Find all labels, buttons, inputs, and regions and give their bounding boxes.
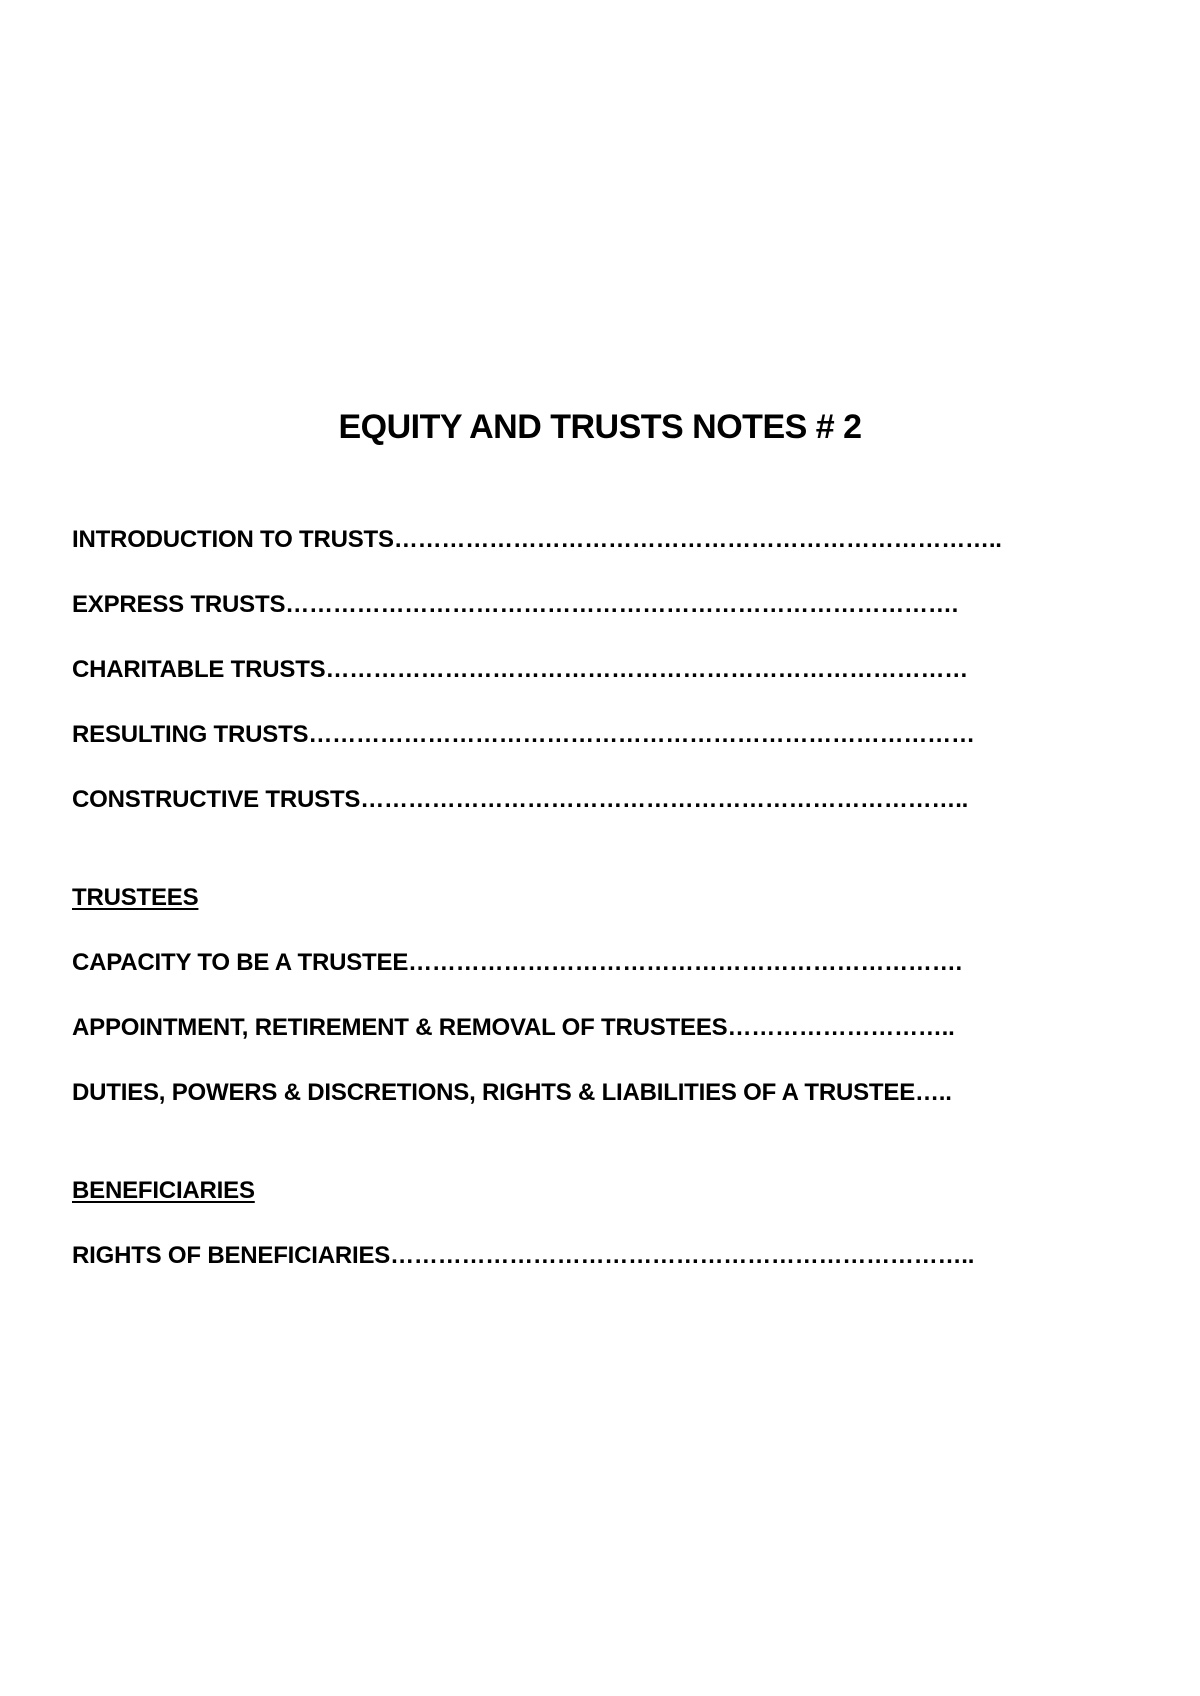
toc-entry-charitable-trusts <box>72 655 1132 720</box>
toc-entry-label: CAPACITY TO BE A TRUSTEE <box>72 949 409 976</box>
document-title: EQUITY AND TRUSTS NOTES # 2 <box>338 408 862 446</box>
toc-entry-label: INTRODUCTION TO TRUSTS <box>72 526 394 553</box>
toc-entry-express-trusts <box>72 590 1132 655</box>
toc-dot-leader: ………………………………………………………………….. <box>360 786 969 813</box>
toc-dot-leader: ……………………………………………………………………… <box>325 656 969 683</box>
section-spacer <box>72 1143 1132 1176</box>
toc-dot-leader: ………………………………………………………………………… <box>308 721 975 748</box>
section-heading-trustees: TRUSTEES <box>72 884 199 911</box>
toc-dot-leader: ………………………………………………………………….. <box>393 526 1002 553</box>
toc-entry-capacity-to-be-a-trustee <box>72 948 1132 1013</box>
toc-entry-rights-of-beneficiaries <box>72 1241 1132 1306</box>
toc-entry-resulting-trusts <box>72 720 1132 785</box>
toc-dot-leader: ……………………….. <box>727 1014 955 1041</box>
toc-entry-label: RIGHTS OF BENEFICIARIES <box>72 1242 391 1269</box>
toc-dot-leader: ……………………………………………………………….. <box>390 1242 975 1269</box>
toc-entry-constructive-trusts <box>72 785 1132 850</box>
toc-entry-label: CHARITABLE TRUSTS <box>72 656 326 683</box>
toc-entry-label: DUTIES, POWERS & DISCRETIONS, RIGHTS & LIABILITIES OF A TRUSTEE <box>72 1079 915 1106</box>
toc-entry-introduction-to-trusts <box>72 525 1132 590</box>
toc-dot-leader: …………………………………………………………………………. <box>285 591 959 618</box>
toc-entry-label: RESULTING TRUSTS <box>72 721 309 748</box>
toc-entry-label: APPOINTMENT, RETIREMENT & REMOVAL OF TRUSTEES <box>72 1014 728 1041</box>
section-heading-beneficiaries: BENEFICIARIES <box>72 1177 255 1204</box>
toc-dot-leader: ……………………………………………………………. <box>408 949 962 976</box>
toc-dot-leader: ….. <box>915 1079 952 1106</box>
toc-entry-label: CONSTRUCTIVE TRUSTS <box>72 786 361 813</box>
table-of-contents <box>72 525 1132 1306</box>
toc-entry-label: EXPRESS TRUSTS <box>72 591 286 618</box>
section-spacer <box>72 850 1132 883</box>
toc-entry-appointment-retirement-removal <box>72 1013 1132 1078</box>
toc-entry-duties-powers-discretions <box>72 1078 1132 1143</box>
